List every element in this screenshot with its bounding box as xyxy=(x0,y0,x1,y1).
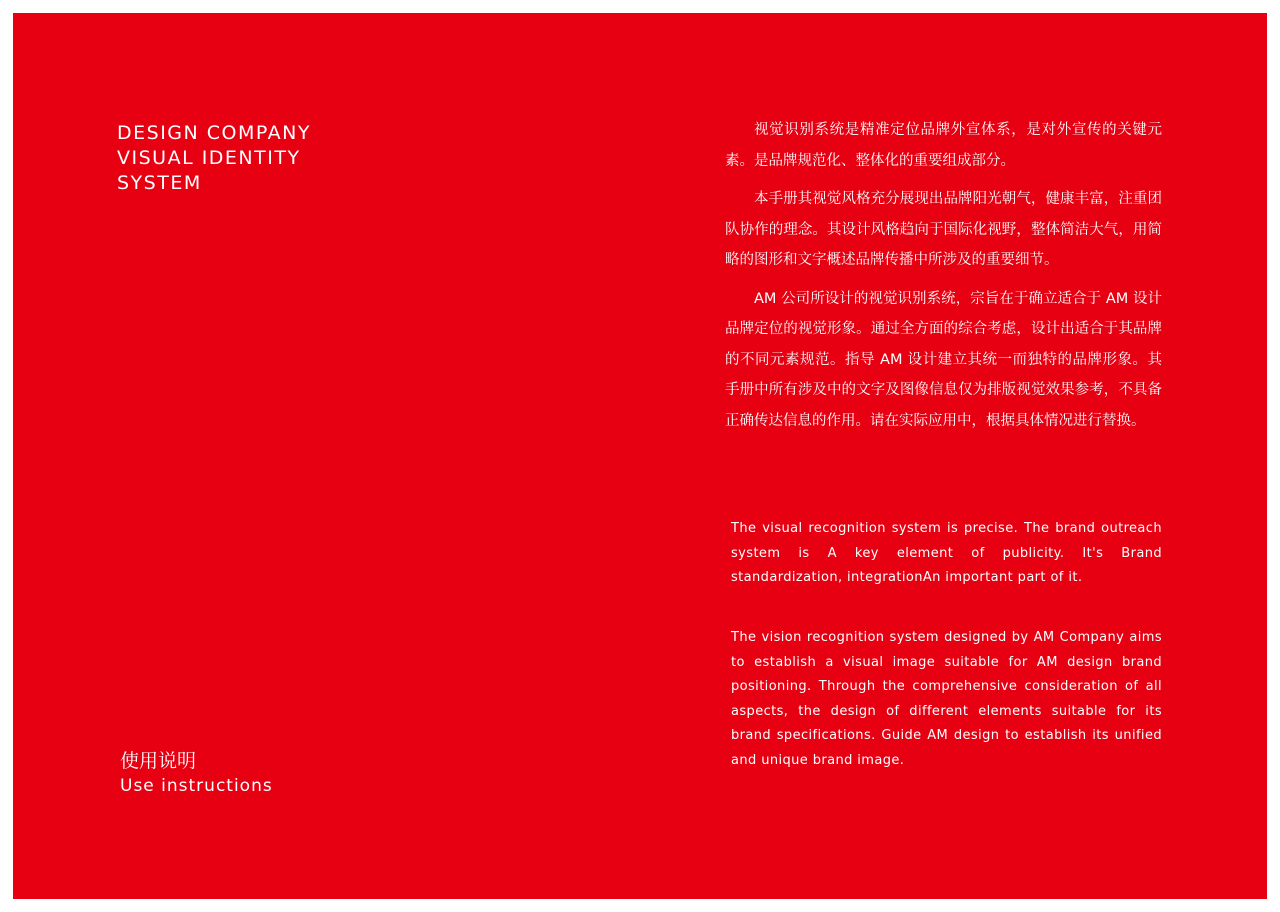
section-label-en: Use instructions xyxy=(120,776,273,796)
title-line-1: DESIGN COMPANY xyxy=(117,122,311,144)
title-line-2: VISUAL IDENTITY xyxy=(117,147,301,169)
en-paragraph-1: The visual recognition system is precise. The brand outreach system is A key element of publicity. It's Brand standardization, integrationAn important part of it. xyxy=(731,521,1162,585)
document-title xyxy=(117,121,311,196)
cn-paragraph-3: AM 公司所设计的视觉识别系统，宗旨在于确立适合于 AM 设计品牌定位的视觉形象。通过全方面的综合考虑，设计出适合于其品牌的不同元素规范。指导 AM 设计建立其统一而独特的品牌形象。其手册中所有涉及中的文字及图像信息仅为排版视觉效果参考，不具备正确传达信息的作用。请在实际应用中，根据具体情况进行替换。 xyxy=(725,290,1162,429)
title-line-3: SYSTEM xyxy=(117,172,202,194)
en-paragraph-2: The vision recognition system designed by AM Company aims to establish a visual image suitable for AM design brand positioning. Through the comprehensive consideration of all aspects, the design of different elements suitable for its brand specifications. Guide AM design to establish its unified and unique brand image. xyxy=(731,630,1162,768)
cn-paragraph-1: 视觉识别系统是精准定位品牌外宣体系，是对外宣传的关键元素。是品牌规范化、整体化的重要组成部分。 xyxy=(725,122,1162,169)
section-label-cn: 使用说明 xyxy=(120,750,197,772)
manual-page xyxy=(13,13,1267,899)
english-text-block-1 xyxy=(731,517,1162,591)
cn-paragraph-2: 本手册其视觉风格充分展现出品牌阳光朝气，健康丰富，注重团队协作的理念。其设计风格趋向于国际化视野，整体简洁大气，用简略的图形和文字概述品牌传播中所涉及的重要细节。 xyxy=(725,191,1162,268)
section-label xyxy=(120,748,273,798)
chinese-text-column xyxy=(725,115,1162,436)
english-text-block-2 xyxy=(731,626,1162,773)
